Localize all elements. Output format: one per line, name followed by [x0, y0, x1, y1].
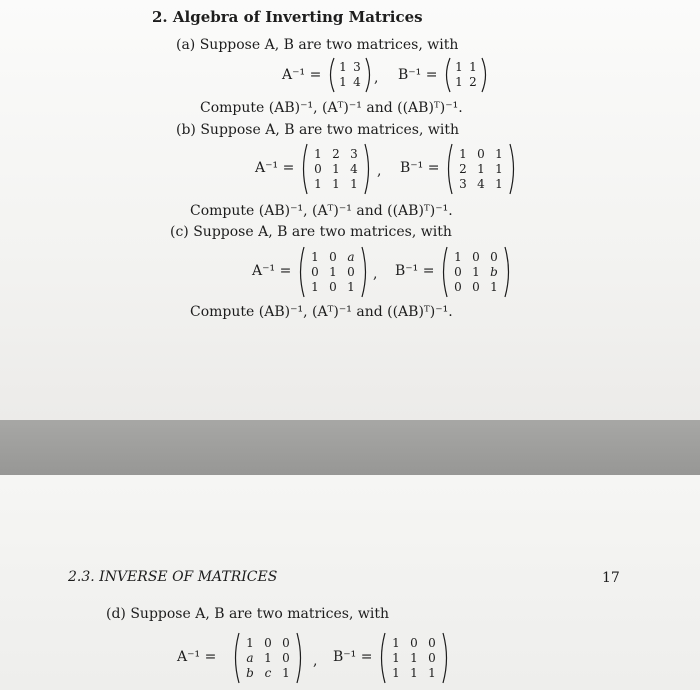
matrix-entry: 1	[495, 161, 503, 176]
running-header-section: 2.3. INVERSE OF MATRICES	[68, 569, 278, 585]
matrix-entry: 1	[490, 279, 498, 294]
part-b-intro: (b) Suppose A, B are two matrices, with	[176, 122, 459, 138]
matrix-entries	[452, 57, 480, 93]
matrix-entry: 1	[311, 279, 319, 294]
matrix-entries	[449, 246, 503, 298]
left-parenthesis	[232, 632, 240, 684]
matrix-entry: 1	[428, 665, 436, 680]
matrix-entries	[306, 246, 360, 298]
matrix-entry: 2	[469, 75, 477, 89]
matrix-entries	[454, 143, 508, 195]
left-parenthesis	[378, 632, 386, 684]
matrix-entry: 1	[454, 249, 462, 264]
comma: ,	[377, 163, 382, 179]
matrix-entry: 0	[410, 635, 418, 650]
matrix-entry: 4	[477, 176, 485, 191]
left-parenthesis	[297, 246, 305, 298]
part-d-matrix-a	[232, 632, 304, 684]
matrix-entry: 4	[353, 75, 361, 89]
part-c-intro: (c) Suppose A, B are two matrices, with	[170, 224, 452, 240]
matrix-entry: a	[347, 249, 355, 264]
matrix-entry: 1	[246, 635, 254, 650]
matrix-entry: 1	[339, 75, 347, 89]
part-c-compute: Compute (AB)⁻¹, (Aᵀ)⁻¹ and ((AB)ᵀ)⁻¹.	[190, 304, 453, 320]
part-b-a-inverse-label: A⁻¹ =	[255, 160, 295, 176]
comma: ,	[313, 653, 318, 669]
part-a-matrix-a	[327, 57, 373, 93]
matrix-entry: 1	[332, 161, 340, 176]
right-parenthesis	[504, 246, 512, 298]
part-c-matrix-b	[440, 246, 512, 298]
matrix-entry: 3	[353, 60, 361, 74]
matrix-entry: 1	[495, 176, 503, 191]
matrix-entry: 1	[455, 60, 463, 74]
left-parenthesis	[445, 143, 453, 195]
right-parenthesis	[481, 57, 489, 93]
matrix-entry: 0	[282, 650, 290, 665]
matrix-entry: 2	[459, 161, 467, 176]
matrix-entry: 0	[347, 264, 355, 279]
matrix-entry: 1	[311, 249, 319, 264]
matrix-entries	[336, 57, 364, 93]
matrix-entry: b	[246, 665, 254, 680]
matrix-entry: 1	[314, 146, 322, 161]
part-b-compute: Compute (AB)⁻¹, (Aᵀ)⁻¹ and ((AB)ᵀ)⁻¹.	[190, 203, 453, 219]
right-parenthesis	[361, 246, 369, 298]
part-d-intro: (d) Suppose A, B are two matrices, with	[106, 606, 389, 622]
matrix-entry: 1	[495, 146, 503, 161]
matrix-entry: 1	[410, 650, 418, 665]
part-b-b-inverse-label: B⁻¹ =	[400, 160, 440, 176]
matrix-entry: 0	[454, 279, 462, 294]
part-a-matrix-b	[443, 57, 489, 93]
part-a-intro: (a) Suppose A, B are two matrices, with	[176, 37, 459, 53]
matrix-entries	[309, 143, 363, 195]
matrix-entry: 1	[314, 176, 322, 191]
part-a-compute: Compute (AB)⁻¹, (Aᵀ)⁻¹ and ((AB)ᵀ)⁻¹.	[200, 100, 463, 116]
matrix-entry: 1	[350, 176, 358, 191]
part-b-matrix-b	[445, 143, 517, 195]
matrix-entry: b	[490, 264, 498, 279]
page-number: 17	[602, 570, 620, 586]
comma: ,	[373, 266, 378, 282]
matrix-entries	[241, 632, 295, 684]
left-parenthesis	[440, 246, 448, 298]
matrix-entry: 0	[472, 279, 480, 294]
left-parenthesis	[443, 57, 451, 93]
left-parenthesis	[327, 57, 335, 93]
matrix-entry: 1	[339, 60, 347, 74]
matrix-entry: 0	[428, 650, 436, 665]
part-d-b-inverse-label: B⁻¹ =	[333, 649, 373, 665]
matrix-entry: 0	[314, 161, 322, 176]
matrix-entry: 0	[264, 635, 272, 650]
matrix-entry: 1	[329, 264, 337, 279]
part-d-matrix-b	[378, 632, 450, 684]
matrix-entry: 1	[282, 665, 290, 680]
right-parenthesis	[296, 632, 304, 684]
matrix-entry: 1	[347, 279, 355, 294]
right-parenthesis	[509, 143, 517, 195]
part-d-a-inverse-label: A⁻¹ =	[177, 649, 217, 665]
matrix-entry: 1	[392, 650, 400, 665]
matrix-entry: 1	[455, 75, 463, 89]
matrix-entry: 1	[477, 161, 485, 176]
matrix-entry: 4	[350, 161, 358, 176]
matrix-entry: 0	[490, 249, 498, 264]
part-a-a-inverse-label: A⁻¹ =	[282, 67, 322, 83]
page-gap-shadow	[0, 420, 700, 475]
matrix-entry: 1	[410, 665, 418, 680]
right-parenthesis	[442, 632, 450, 684]
textbook-page-bottom	[0, 475, 700, 690]
part-c-matrix-a	[297, 246, 369, 298]
part-a-b-inverse-label: B⁻¹ =	[398, 67, 438, 83]
matrix-entry: 1	[332, 176, 340, 191]
matrix-entry: 1	[392, 665, 400, 680]
matrix-entry: c	[264, 665, 272, 680]
right-parenthesis	[365, 57, 373, 93]
matrix-entry: 1	[469, 60, 477, 74]
matrix-entry: 1	[472, 264, 480, 279]
matrix-entry: 2	[332, 146, 340, 161]
matrix-entry: 0	[329, 249, 337, 264]
comma: ,	[374, 70, 379, 86]
matrix-entry: 1	[264, 650, 272, 665]
matrix-entry: 3	[459, 176, 467, 191]
matrix-entry: 0	[329, 279, 337, 294]
matrix-entry: 1	[459, 146, 467, 161]
left-parenthesis	[300, 143, 308, 195]
matrix-entries	[387, 632, 441, 684]
matrix-entry: 0	[428, 635, 436, 650]
matrix-entry: 0	[472, 249, 480, 264]
matrix-entry: a	[246, 650, 254, 665]
matrix-entry: 0	[454, 264, 462, 279]
matrix-entry: 0	[311, 264, 319, 279]
matrix-entry: 0	[282, 635, 290, 650]
part-b-matrix-a	[300, 143, 372, 195]
matrix-entry: 0	[477, 146, 485, 161]
matrix-entry: 1	[392, 635, 400, 650]
part-c-a-inverse-label: A⁻¹ =	[252, 263, 292, 279]
problem-heading: 2. Algebra of Inverting Matrices	[152, 8, 423, 26]
part-c-b-inverse-label: B⁻¹ =	[395, 263, 435, 279]
matrix-entry: 3	[350, 146, 358, 161]
right-parenthesis	[364, 143, 372, 195]
